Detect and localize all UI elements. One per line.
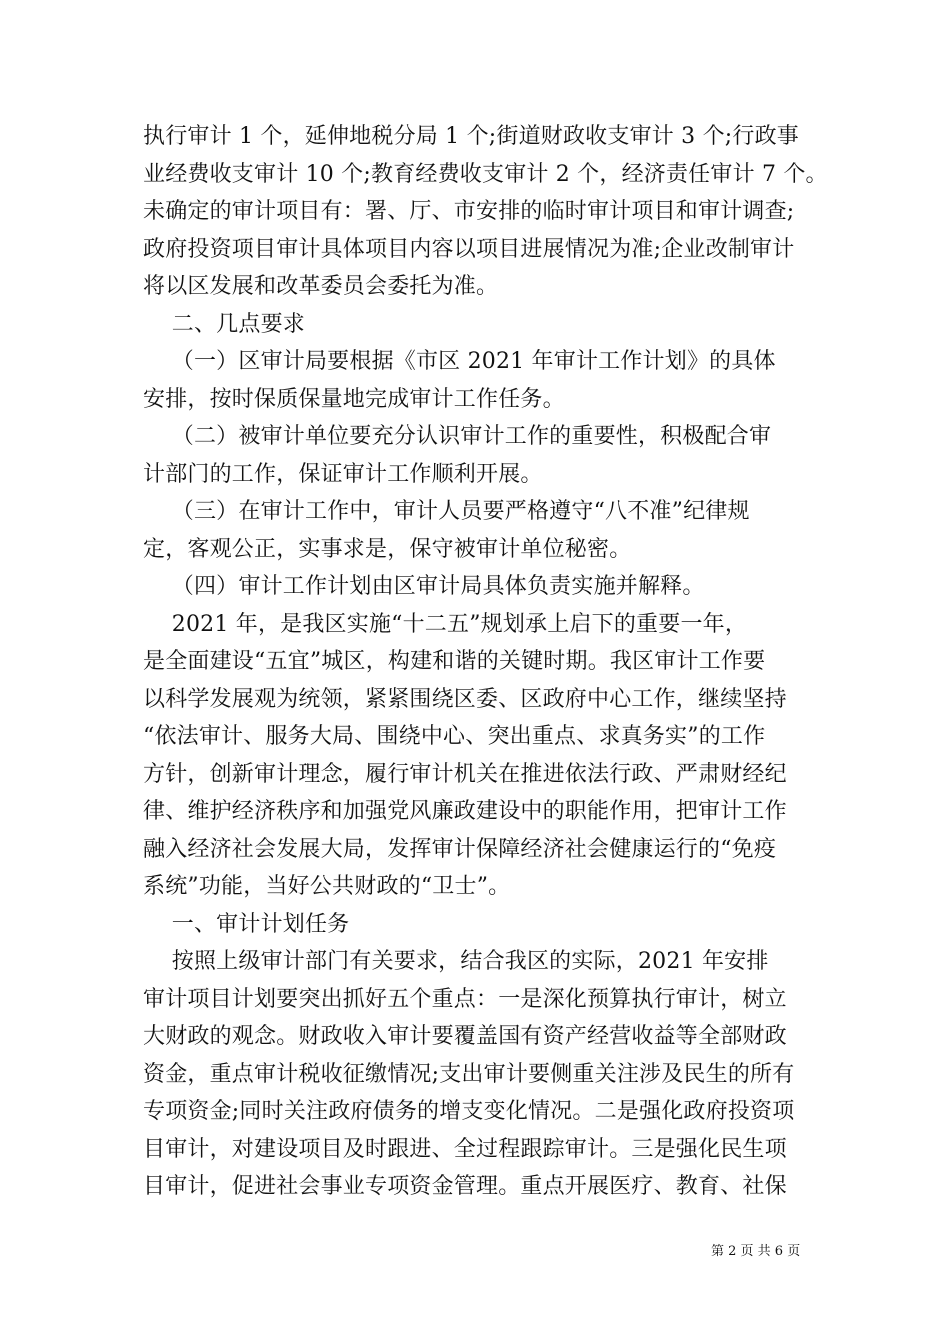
- text-line: “依法审计、服务大局、围绕中心、突出重点、求真务实”的工作: [143, 724, 766, 749]
- text-line: 二、几点要求: [143, 311, 305, 337]
- text-line: 资金，重点审计税收征缴情况;支出审计要侧重关注涉及民生的所有: [143, 1061, 795, 1087]
- text-line: （二）被审计单位要充分认识审计工作的重要性，积极配合审: [143, 424, 772, 449]
- text-line: 安排，按时保质保量地完成审计工作任务。: [143, 386, 565, 412]
- text-line: 2021 年，是我区实施“十二五”规划承上启下的重要一年，: [143, 611, 748, 637]
- text-line: 一、审计计划任务: [143, 911, 350, 937]
- text-line: 业经费收支审计 10 个;教育经费收支审计 2 个，经济责任审计 7 个。: [143, 161, 828, 187]
- text-line: 方针，创新审计理念，履行审计机关在推进依法行政、严肃财经纪: [143, 761, 787, 787]
- text-line: 定，客观公正，实事求是，保守被审计单位秘密。: [143, 536, 632, 562]
- text-line: （四）审计工作计划由区审计局具体负责实施并解释。: [143, 574, 705, 599]
- text-line: （三）在审计工作中，审计人员要严格遵守“八不准”纪律规: [143, 499, 750, 524]
- text-line: 融入经济社会发展大局，发挥审计保障经济社会健康运行的“免疫: [143, 836, 777, 862]
- text-line: 政府投资项目审计具体项目内容以项目进展情况为准;企业改制审计: [143, 236, 795, 262]
- text-line: 专项资金;同时关注政府债务的增支变化情况。二是强化政府投资项: [143, 1099, 795, 1124]
- text-line: 以科学发展观为统领，紧紧围绕区委、区政府中心工作，继续坚持: [143, 686, 787, 712]
- text-line: 律、维护经济秩序和加强党风廉政建设中的职能作用，把审计工作: [143, 799, 787, 824]
- text-line: 是全面建设“五宜”城区，构建和谐的关键时期。我区审计工作要: [143, 649, 766, 674]
- text-line: 大财政的观念。财政收入审计要覆盖国有资产经营收益等全部财政: [143, 1024, 787, 1049]
- text-line: 目审计，对建设项目及时跟进、全过程跟踪审计。三是强化民生项: [143, 1136, 787, 1162]
- text-line: 执行审计 1 个，延伸地税分局 1 个;街道财政收支审计 3 个;行政事: [143, 124, 799, 149]
- text-line: 计部门的工作，保证审计工作顺利开展。: [143, 461, 543, 487]
- page-number: 第 2 页 共 6 页: [711, 1244, 801, 1259]
- text-line: 系统”功能，当好公共财政的“卫士”。: [143, 874, 511, 899]
- text-line: 审计项目计划要突出抓好五个重点：一是深化预算执行审计，树立: [143, 986, 787, 1012]
- text-line: 将以区发展和改革委员会委托为准。: [143, 274, 499, 299]
- text-line: （一）区审计局要根据《市区 2021 年审计工作计划》的具体: [143, 349, 776, 374]
- document-body: [143, 118, 828, 1206]
- text-line: 目审计，促进社会事业专项资金管理。重点开展医疗、教育、社保: [143, 1174, 787, 1199]
- text-line: 未确定的审计项目有：署、厅、市安排的临时审计项目和审计调查;: [143, 199, 795, 224]
- text-line: 按照上级审计部门有关要求，结合我区的实际，2021 年安排: [143, 949, 769, 974]
